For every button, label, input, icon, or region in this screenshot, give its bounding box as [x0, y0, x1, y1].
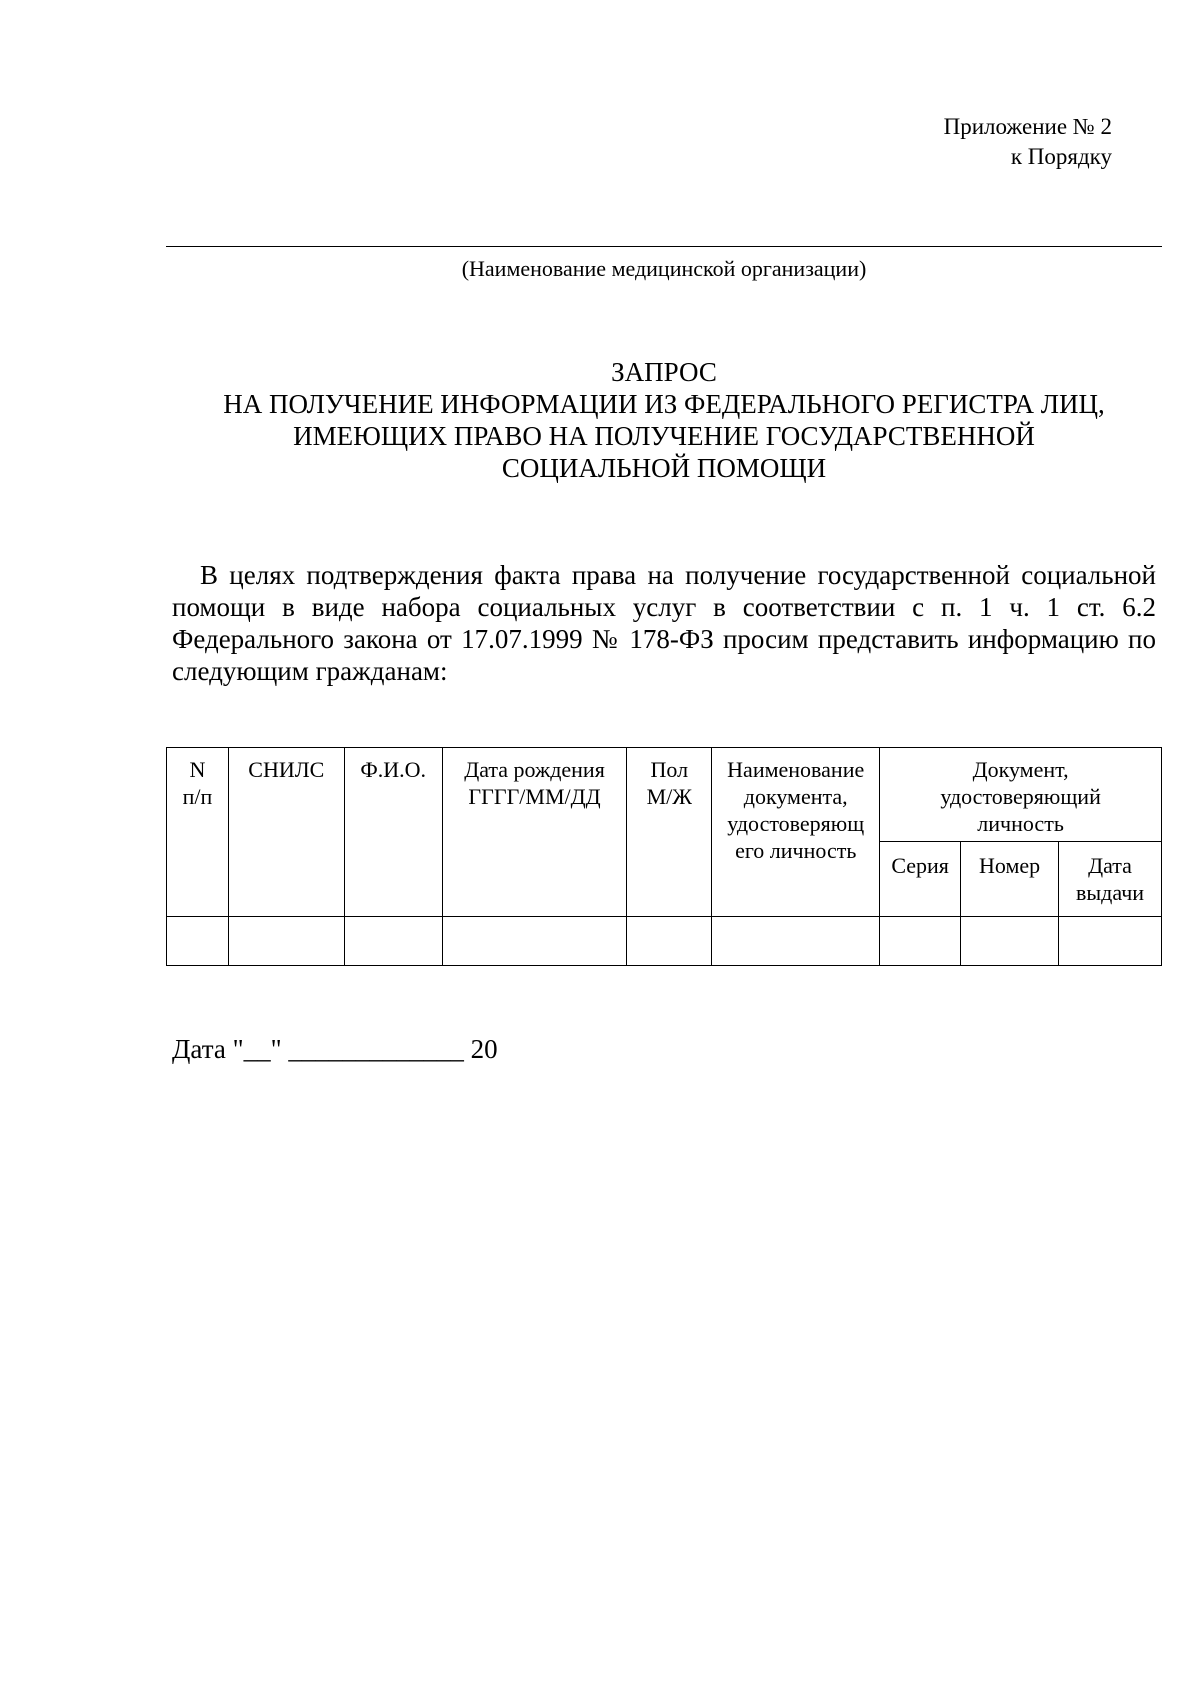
header-number: Номер: [961, 842, 1059, 917]
document-title: [166, 356, 1162, 484]
title-line: ЗАПРОС: [611, 357, 717, 387]
title-line: СОЦИАЛЬНОЙ ПОМОЩИ: [501, 453, 827, 483]
table-cell[interactable]: [880, 917, 961, 966]
header-sex: Пол М/Ж: [627, 748, 712, 917]
header-series: Серия: [880, 842, 961, 917]
header-num: N п/п: [167, 748, 229, 917]
header-identity-document: Документ, удостоверяющий личность: [880, 748, 1162, 842]
citizens-table: [166, 747, 1162, 966]
header-fio: Ф.И.О.: [344, 748, 442, 917]
date-field[interactable]: Дата "__" _____________ 20: [172, 1034, 498, 1064]
table-cell[interactable]: [442, 917, 627, 966]
table-cell[interactable]: [712, 917, 880, 966]
title-line: ИМЕЮЩИХ ПРАВО НА ПОЛУЧЕНИЕ ГОСУДАРСТВЕННОЙ: [293, 421, 1035, 451]
table-cell[interactable]: [1059, 917, 1162, 966]
table-cell[interactable]: [167, 917, 229, 966]
header-snils: СНИЛС: [228, 748, 344, 917]
header-birthdate: Дата рождения ГГГГ/ММ/ДД: [442, 748, 627, 917]
organization-name-line: [166, 246, 1162, 247]
appendix-block: [944, 112, 1112, 172]
header-issue-date: Дата выдачи: [1059, 842, 1162, 917]
table-cell[interactable]: [228, 917, 344, 966]
table-row: [167, 917, 1162, 966]
table-cell[interactable]: [344, 917, 442, 966]
table-header-row: [167, 748, 1162, 842]
header-document-name: Наименование документа, удостоверяющ его личность: [712, 748, 880, 917]
table-cell[interactable]: [627, 917, 712, 966]
appendix-reference: к Порядку: [1010, 144, 1112, 169]
appendix-number: Приложение № 2: [943, 114, 1112, 139]
organization-caption: (Наименование медицинской организации): [461, 256, 867, 281]
title-line: НА ПОЛУЧЕНИЕ ИНФОРМАЦИИ ИЗ ФЕДЕРАЛЬНОГО РЕГИСТРА ЛИЦ,: [223, 389, 1105, 419]
table-cell[interactable]: [961, 917, 1059, 966]
request-paragraph: В целях подтверждения факта права на получение государственной социальной помощи в виде набора социальных услуг в соответствии с п. 1 ч. 1 ст. 6.2 Федерального закона от 17.07.1999 № 178-ФЗ просим представить информацию по следующим гражданам:: [172, 560, 1156, 686]
